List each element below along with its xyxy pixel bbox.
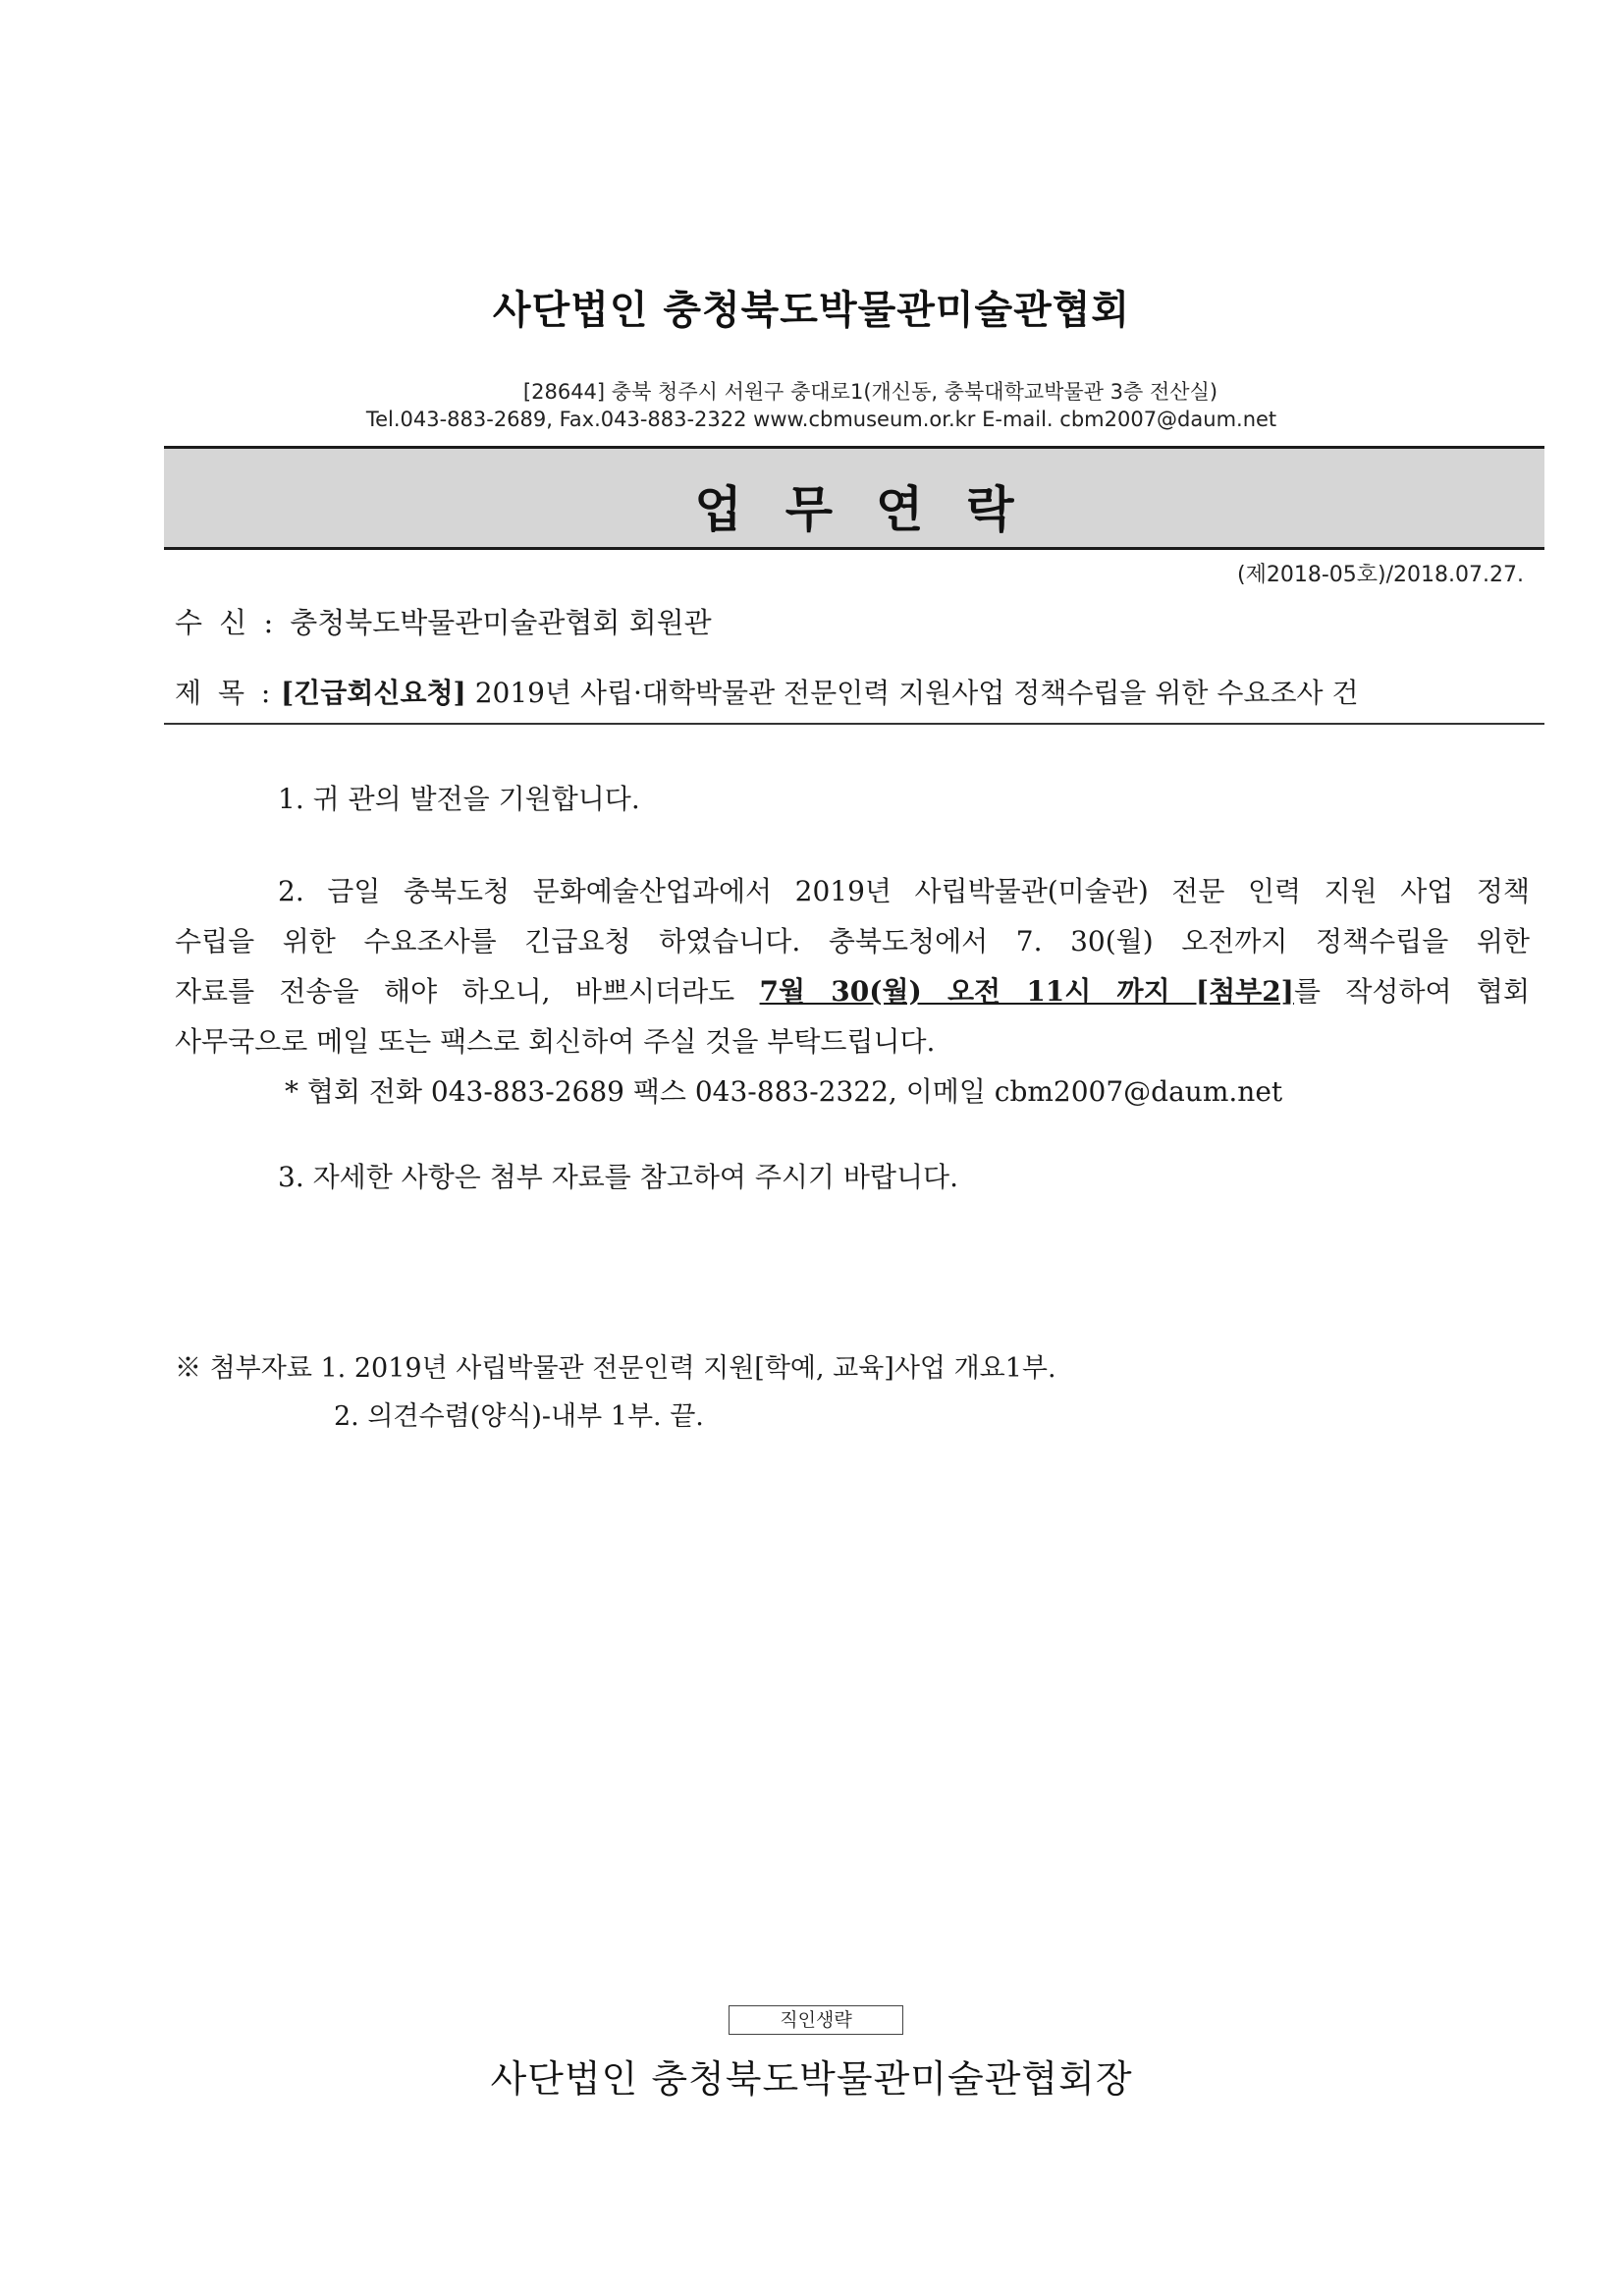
paragraph-2-line-3 bbox=[175, 966, 1530, 1016]
recipient-field bbox=[175, 601, 712, 641]
subject-value: 2019년 사립·대학박물관 전문인력 지원사업 정책수립을 위한 수요조사 건 bbox=[465, 677, 1359, 709]
association-contact-note: * 협회 전화 043-883-2689 팩스 043-883-2322, 이메일 cbm2007@daum.net bbox=[285, 1075, 1283, 1108]
deadline-emphasis: 7월 30(월) 오전 11시 까지 [첨부2] bbox=[759, 975, 1294, 1008]
organization-title: 사단법인 충청북도박물관미술관협회 bbox=[492, 288, 1131, 333]
attachment-line-2: 2. 의견수렴(양식)-내부 1부. 끝. bbox=[334, 1401, 704, 1432]
body-paragraph-1 bbox=[175, 774, 1530, 824]
attachments-list bbox=[175, 1344, 1056, 1441]
subject-urgent-tag: [긴급회신요청] bbox=[281, 677, 466, 709]
contact-info-line: Tel.043-883-2689, Fax.043-883-2322 www.cbmuseum.or.kr E-mail. cbm2007@daum.net bbox=[365, 408, 1277, 431]
recipient-value: 충청북도박물관미술관협회 회원관 bbox=[290, 606, 712, 639]
paragraph-3-text: 3. 자세한 사항은 첨부 자료를 참고하여 주시기 바랍니다. bbox=[278, 1161, 958, 1193]
body-paragraph-3 bbox=[175, 1152, 1530, 1202]
seal-omitted-box: 직인생략 bbox=[729, 2005, 903, 2035]
paragraph-2-line-3-end: 를 작성하여 협회 bbox=[1293, 975, 1531, 1008]
subject-label: 제 목 : bbox=[175, 677, 275, 709]
paragraph-2-line-2: 수립을 위한 수요조사를 긴급요청 하였습니다. 충북도청에서 7. 30(월) 오전까지 정책수립을 위한 bbox=[175, 925, 1530, 957]
sender-signature: 사단법인 충청북도박물관미술관협회장 bbox=[490, 2057, 1133, 2101]
document-type-banner bbox=[164, 446, 1544, 550]
address-line: [28644] 충북 청주시 서원구 충대로1(개신동, 충북대학교박물관 3층 전산실) bbox=[522, 380, 1218, 404]
document-number: (제2018-05호)/2018.07.27. bbox=[1237, 563, 1524, 587]
attachment-line-1: ※ 첨부자료 1. 2019년 사립박물관 전문인력 지원[학예, 교육]사업 개요1부. bbox=[175, 1353, 1056, 1384]
subject-field bbox=[175, 672, 1359, 711]
paragraph-2-line-1: 2. 금일 충북도청 문화예술산업과에서 2019년 사립박물관(미술관) 전문 인력 지원 사업 정책 bbox=[278, 875, 1530, 907]
body-paragraph-2 bbox=[175, 866, 1530, 1117]
paragraph-1-text: 1. 귀 관의 발전을 기원합니다. bbox=[278, 783, 640, 815]
paragraph-2-line-3-start: 자료를 전송을 해야 하오니, 바쁘시더라도 bbox=[175, 975, 760, 1008]
recipient-label: 수 신 : bbox=[175, 606, 278, 639]
paragraph-2-line-4: 사무국으로 메일 또는 팩스로 회신하여 주실 것을 부탁드립니다. bbox=[175, 1025, 936, 1058]
banner-title: 업무연락 bbox=[694, 481, 1057, 538]
header-divider bbox=[164, 723, 1544, 725]
